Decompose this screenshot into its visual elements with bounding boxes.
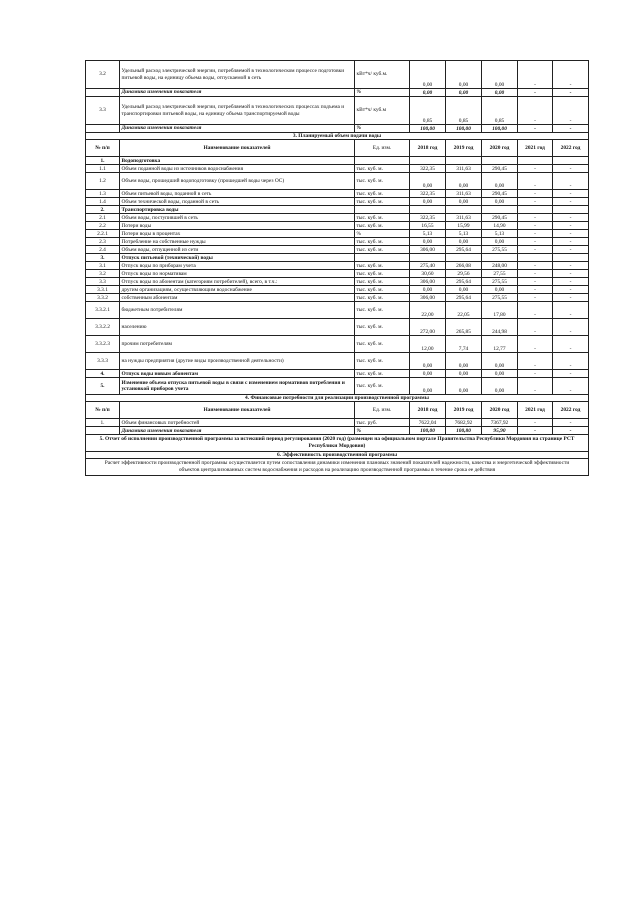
value-2020: 0,00 (482, 238, 518, 246)
value-2022: - (553, 222, 589, 230)
row-number: 2.4 (86, 246, 120, 254)
table-row (86, 262, 589, 270)
row-name: Динамика изменения показателя (120, 427, 355, 435)
value-2021: - (518, 125, 553, 133)
table-row (86, 157, 589, 165)
row-unit: % (355, 125, 410, 133)
value-2021: - (518, 230, 553, 238)
value-2020: 290,45 (482, 165, 518, 173)
row-unit: тыс. куб. м. (355, 270, 410, 278)
value-2019: 15,99 (446, 222, 482, 230)
row-unit: тыс. куб. м. (355, 353, 410, 370)
value-2020: 0,00 (482, 370, 518, 378)
row-unit (355, 157, 410, 165)
value-2021: - (518, 198, 553, 206)
table-row (86, 214, 589, 222)
section-6 (86, 452, 589, 476)
value-2019: 29,56 (446, 270, 482, 278)
value-2018 (410, 157, 446, 165)
value-2022: - (553, 370, 589, 378)
value-2019: 295,64 (446, 246, 482, 254)
value-2018: 30,60 (410, 270, 446, 278)
row-name: Объем питьевой воды, поданной в сеть (120, 190, 355, 198)
row-name: бюджетным потребителям (120, 302, 355, 319)
header-name: Наименование показателей (120, 402, 355, 419)
table-row (86, 270, 589, 278)
row-unit: тыс. куб. м. (355, 302, 410, 319)
row-unit: % (355, 230, 410, 238)
value-2022: - (553, 270, 589, 278)
value-2018: 275,40 (410, 262, 446, 270)
value-2018: 7622,04 (410, 419, 446, 427)
row-name: на нужды предприятия (другие виды производственной деятельности) (120, 353, 355, 370)
header-2018: 2018 год (410, 140, 446, 157)
row-name: Объем воды, прошедший водоподготовку (прошедшей воды через ОС) (120, 173, 355, 190)
row-name: Отпуск воды по нормативам (120, 270, 355, 278)
value-2022: - (553, 286, 589, 294)
row-name: Объем финансовых потребностей (120, 419, 355, 427)
production-program-table (85, 60, 589, 476)
value-2022: - (553, 238, 589, 246)
row-name: собственным абонентам (120, 294, 355, 302)
value-2019: 0,00 (446, 378, 482, 395)
section-6-title: 6. Эффективность производственной программы (86, 452, 589, 459)
table-row (86, 190, 589, 198)
row-unit: тыс. куб. м. (355, 378, 410, 395)
table-row (86, 353, 589, 370)
value-2020 (482, 157, 518, 165)
table-row (86, 294, 589, 302)
value-2022 (553, 157, 589, 165)
row-unit: тыс. куб. м. (355, 173, 410, 190)
section-3 (86, 133, 589, 157)
row-name: Водоподготовка (120, 157, 355, 165)
value-2020: 100,00 (482, 125, 518, 133)
value-2018: 0,00 (410, 89, 446, 97)
value-2022 (553, 254, 589, 262)
value-2019: 100,80 (446, 427, 482, 435)
table-row (86, 198, 589, 206)
row-name: Объем воды, отпущенной из сети (120, 246, 355, 254)
table-row (86, 238, 589, 246)
table-row (86, 419, 589, 427)
value-2022: - (553, 336, 589, 353)
value-2019 (446, 254, 482, 262)
row-name: Объем поданной воды из источников водоснабжения (120, 165, 355, 173)
row-number (86, 125, 120, 133)
table-row (86, 302, 589, 319)
value-2018: 0,00 (410, 238, 446, 246)
value-2022: - (553, 190, 589, 198)
row-number: 3.3.1 (86, 286, 120, 294)
value-2021: - (518, 173, 553, 190)
table-row (86, 165, 589, 173)
header-2022: 2022 год (553, 140, 589, 157)
value-2021: - (518, 419, 553, 427)
value-2018: 0,00 (410, 286, 446, 294)
value-2019: 0,85 (446, 97, 482, 125)
row-number: 4. (86, 370, 120, 378)
value-2021: - (518, 262, 553, 270)
row-name: Динамика изменения показателя (120, 89, 355, 97)
header-2022: 2022 год (553, 402, 589, 419)
value-2018: 0,00 (410, 198, 446, 206)
row-number: 2.1 (86, 214, 120, 222)
row-unit: % (355, 427, 410, 435)
value-2020: 248,00 (482, 262, 518, 270)
value-2019: 7,74 (446, 336, 482, 353)
value-2020: 290,45 (482, 214, 518, 222)
table-row (86, 336, 589, 353)
value-2022: - (553, 246, 589, 254)
value-2020: 5,13 (482, 230, 518, 238)
value-2018: 322,35 (410, 165, 446, 173)
value-2022: - (553, 97, 589, 125)
value-2022: - (553, 302, 589, 319)
value-2018: 322,35 (410, 214, 446, 222)
value-2020: 275,55 (482, 294, 518, 302)
value-2018: 272,00 (410, 319, 446, 336)
value-2018: 0,00 (410, 173, 446, 190)
table-row (86, 89, 589, 97)
row-number: 3.2 (86, 270, 120, 278)
header-2020: 2020 год (482, 402, 518, 419)
section-5-report-text: 5. Отчет об исполнении производственной программы за истекший период регулирования (2020 год) (размещен на официальном портале Правительства Республики Мордовия на странице РСТ Республики Мордовия) (86, 435, 589, 452)
row-name: прочим потребителям (120, 336, 355, 353)
row-unit: тыс. куб. м. (355, 319, 410, 336)
row-number: 2. (86, 206, 120, 214)
row-unit: тыс. куб. м. (355, 238, 410, 246)
water-supply-volume-rows (86, 157, 589, 395)
value-2022: - (553, 278, 589, 286)
row-unit: тыс. руб. (355, 419, 410, 427)
row-number: 2.2 (86, 222, 120, 230)
section-4-title: 4. Финансовые потребности для реализации производственной программы (86, 395, 589, 402)
row-number: 3.3.2.1 (86, 302, 120, 319)
value-2020: 0,00 (482, 61, 518, 89)
value-2022: - (553, 262, 589, 270)
value-2020: 0,00 (482, 378, 518, 395)
table-row (86, 230, 589, 238)
value-2019: 311,63 (446, 214, 482, 222)
value-2021: - (518, 427, 553, 435)
row-unit: тыс. куб. м. (355, 370, 410, 378)
row-unit (355, 206, 410, 214)
value-2021: - (518, 61, 553, 89)
row-unit: тыс. куб. м. (355, 294, 410, 302)
value-2022: - (553, 165, 589, 173)
header-2021: 2021 год (518, 402, 553, 419)
row-unit: тыс. куб. м. (355, 246, 410, 254)
header-2018: 2018 год (410, 402, 446, 419)
section-3-title: 3. Планируемый объем подачи воды (86, 133, 589, 140)
row-unit: кВт*ч/ куб.м. (355, 61, 410, 89)
value-2022: - (553, 294, 589, 302)
row-number: 1.3 (86, 190, 120, 198)
value-2020: 12,77 (482, 336, 518, 353)
value-2022: - (553, 173, 589, 190)
row-name: Отпуск воды по абонентам (категориям потребителей), всего, в т.ч.: (120, 278, 355, 286)
value-2019: 0,00 (446, 173, 482, 190)
value-2019: 22,05 (446, 302, 482, 319)
row-number: 3.1 (86, 262, 120, 270)
value-2021: - (518, 165, 553, 173)
row-name: Удельный расход электрической энергии, потребляемой в технологическом процессе подготовки питьевой воды, на единицу объема воды, отпускаемой в сеть (120, 61, 355, 89)
value-2020: 0,00 (482, 173, 518, 190)
row-number: 1.1 (86, 165, 120, 173)
value-2019: 0,00 (446, 89, 482, 97)
value-2018 (410, 206, 446, 214)
value-2022: - (553, 89, 589, 97)
row-name: Изменение объема отпуска питьевой воды в связи с изменением нормативов потребления и установкой приборов учета (120, 378, 355, 395)
value-2018: 16,55 (410, 222, 446, 230)
energy-indicators-block (86, 61, 589, 133)
value-2021: - (518, 286, 553, 294)
value-2021: - (518, 378, 553, 395)
header-unit: Ед. изм. (355, 140, 410, 157)
value-2021 (518, 206, 553, 214)
value-2021 (518, 157, 553, 165)
row-number: 2.2.1 (86, 230, 120, 238)
row-unit: тыс. куб. м. (355, 286, 410, 294)
value-2018: 306,00 (410, 294, 446, 302)
value-2021: - (518, 353, 553, 370)
row-name: Потери воды в процентах (120, 230, 355, 238)
row-number: 2.3 (86, 238, 120, 246)
value-2021: - (518, 238, 553, 246)
value-2019: 295,64 (446, 294, 482, 302)
table-row (86, 125, 589, 133)
table-row (86, 254, 589, 262)
value-2019 (446, 206, 482, 214)
value-2021: - (518, 294, 553, 302)
header-2019: 2019 год (446, 402, 482, 419)
table-row (86, 286, 589, 294)
row-unit (355, 254, 410, 262)
row-unit: тыс. куб. м. (355, 190, 410, 198)
header-name: Наименование показателей (120, 140, 355, 157)
value-2019: 7682,92 (446, 419, 482, 427)
value-2021: - (518, 97, 553, 125)
section-4 (86, 395, 589, 419)
value-2019: 0,00 (446, 286, 482, 294)
value-2019: 0,00 (446, 353, 482, 370)
table-row (86, 378, 589, 395)
table-row (86, 61, 589, 89)
value-2022: - (553, 319, 589, 336)
value-2018: 0,00 (410, 61, 446, 89)
value-2021: - (518, 336, 553, 353)
row-name: Потери воды (120, 222, 355, 230)
row-unit: тыс. куб. м. (355, 214, 410, 222)
table-row (86, 427, 589, 435)
row-name: населению (120, 319, 355, 336)
table-row (86, 370, 589, 378)
row-number: 3.3.3 (86, 353, 120, 370)
value-2019: 0,00 (446, 198, 482, 206)
row-name: другим организациям, осуществляющим водоснабжение (120, 286, 355, 294)
row-unit: тыс. куб. м. (355, 262, 410, 270)
document-sheet (85, 60, 588, 476)
row-number: 1.4 (86, 198, 120, 206)
row-name: Потребление на собственные нужды (120, 238, 355, 246)
header-no: № п/п (86, 402, 120, 419)
value-2021: - (518, 370, 553, 378)
value-2019: 266,08 (446, 262, 482, 270)
table-row (86, 173, 589, 190)
value-2020: 0,00 (482, 353, 518, 370)
value-2020: 0,85 (482, 97, 518, 125)
row-name: Отпуск воды по приборам учета (120, 262, 355, 270)
value-2019: 311,63 (446, 165, 482, 173)
row-number: 5. (86, 378, 120, 395)
value-2022: - (553, 419, 589, 427)
value-2019: 0,00 (446, 370, 482, 378)
row-name: Объем технической воды, поданной в сеть (120, 198, 355, 206)
value-2018: 0,85 (410, 97, 446, 125)
header-no: № п/п (86, 140, 120, 157)
value-2018: 100,00 (410, 427, 446, 435)
value-2022: - (553, 378, 589, 395)
value-2021 (518, 254, 553, 262)
row-name: Отпуск воды новым абонентам (120, 370, 355, 378)
value-2020: 0,00 (482, 89, 518, 97)
value-2022: - (553, 214, 589, 222)
value-2018: 306,00 (410, 278, 446, 286)
value-2019: 265,85 (446, 319, 482, 336)
value-2020: 244,98 (482, 319, 518, 336)
row-unit: тыс. куб. м. (355, 198, 410, 206)
row-number: 1.2 (86, 173, 120, 190)
header-2021: 2021 год (518, 140, 553, 157)
row-name: Транспортировка воды (120, 206, 355, 214)
row-unit: кВт*ч/ куб.м (355, 97, 410, 125)
value-2019: 0,00 (446, 61, 482, 89)
value-2019: 0,00 (446, 238, 482, 246)
value-2018: 0,00 (410, 353, 446, 370)
table-row (86, 278, 589, 286)
value-2021: - (518, 89, 553, 97)
value-2018: 322,35 (410, 190, 446, 198)
value-2022: - (553, 427, 589, 435)
section-6-text: Расчет эффективности производственной программы осуществляется путем сопоставления динамики изменения плановых значений показателей надежности, качества и энергетической эффективности объектов централизованных систем водоснабжения и расходов на реализацию производственной программы в течение срока ее действия (86, 459, 589, 476)
value-2019: 311,63 (446, 190, 482, 198)
value-2021: - (518, 278, 553, 286)
row-unit: % (355, 89, 410, 97)
row-unit: тыс. куб. м. (355, 165, 410, 173)
value-2020: 27,55 (482, 270, 518, 278)
value-2022: - (553, 61, 589, 89)
row-name: Динамика изменения показателя (120, 125, 355, 133)
value-2019: 5,13 (446, 230, 482, 238)
value-2021: - (518, 319, 553, 336)
value-2018: 22,00 (410, 302, 446, 319)
value-2020 (482, 254, 518, 262)
row-number: 3.3.2 (86, 294, 120, 302)
value-2020: 275,55 (482, 246, 518, 254)
table-row (86, 246, 589, 254)
value-2021: - (518, 246, 553, 254)
table-row (86, 222, 589, 230)
row-number: 3.3 (86, 278, 120, 286)
value-2022: - (553, 198, 589, 206)
row-number: 3.2 (86, 61, 120, 89)
value-2018 (410, 254, 446, 262)
value-2021: - (518, 302, 553, 319)
row-number: 3.3.2.3 (86, 336, 120, 353)
row-number: 3. (86, 254, 120, 262)
row-name: Удельный расход электрической энергии, потребляемой в технологических процессах подъема и транспортировки питьевой воды, на единицу объема транспортируемой воды (120, 97, 355, 125)
value-2020: 95,90 (482, 427, 518, 435)
header-2019: 2019 год (446, 140, 482, 157)
row-number (86, 427, 120, 435)
value-2018: 0,00 (410, 378, 446, 395)
value-2020 (482, 206, 518, 214)
value-2019: 295,64 (446, 278, 482, 286)
value-2019 (446, 157, 482, 165)
row-number: 1. (86, 419, 120, 427)
value-2021: - (518, 214, 553, 222)
value-2018: 5,13 (410, 230, 446, 238)
value-2020: 17,80 (482, 302, 518, 319)
row-number: 3.3 (86, 97, 120, 125)
row-name: Отпуск питьевой (технической) воды (120, 254, 355, 262)
value-2018: 12,00 (410, 336, 446, 353)
value-2020: 7367,92 (482, 419, 518, 427)
value-2021: - (518, 222, 553, 230)
row-number: 1. (86, 157, 120, 165)
value-2022 (553, 206, 589, 214)
row-unit: тыс. куб. м. (355, 336, 410, 353)
row-number: 3.3.2.2 (86, 319, 120, 336)
value-2018: 100,00 (410, 125, 446, 133)
value-2021: - (518, 190, 553, 198)
value-2018: 306,00 (410, 246, 446, 254)
row-number (86, 89, 120, 97)
value-2022: - (553, 125, 589, 133)
header-2020: 2020 год (482, 140, 518, 157)
section-5 (86, 435, 589, 452)
value-2020: 290,45 (482, 190, 518, 198)
value-2020: 14,90 (482, 222, 518, 230)
row-unit: тыс. куб. м. (355, 278, 410, 286)
value-2022: - (553, 353, 589, 370)
row-name: Объем воды, поступившей в сеть (120, 214, 355, 222)
value-2020: 275,55 (482, 278, 518, 286)
table-row (86, 97, 589, 125)
value-2018: 0,00 (410, 370, 446, 378)
value-2021: - (518, 270, 553, 278)
financial-needs-rows (86, 419, 589, 435)
table-row (86, 319, 589, 336)
value-2020: 0,00 (482, 286, 518, 294)
row-unit: тыс. куб. м. (355, 222, 410, 230)
value-2019: 100,00 (446, 125, 482, 133)
value-2020: 0,00 (482, 198, 518, 206)
header-unit: Ед. изм. (355, 402, 410, 419)
table-row (86, 206, 589, 214)
value-2022: - (553, 230, 589, 238)
